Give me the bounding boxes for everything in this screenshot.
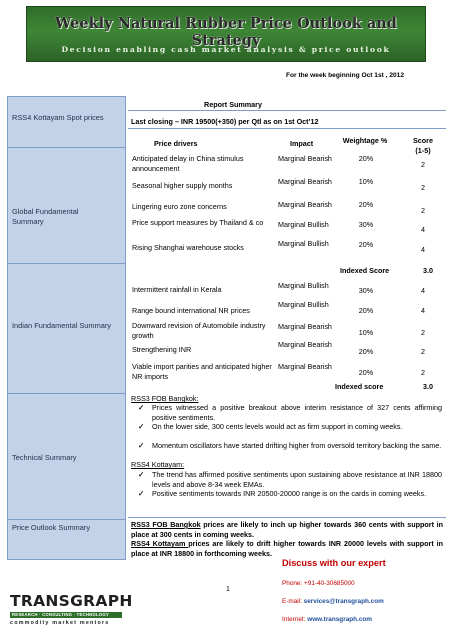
outlook-rss4-text: prices are likely to drift higher towards INR 20000 levels with support in place at INR 18800 in forthcoming weeks. [131,539,443,558]
website-link[interactable]: www.transgraph.com [307,616,372,623]
logo-tagline: commodity market mentors [10,620,110,626]
sidebar-divider [8,519,125,520]
indian-driver: Downward revision of Automobile industry growth [132,321,266,340]
email-label: E-mail: [282,598,304,605]
global-score: 2 [421,206,425,215]
divider [128,517,446,518]
sidebar-caption-outlook: Price Outlook Summary [12,523,91,532]
page-number: 1 [226,586,230,593]
global-impact: Marginal Bearish [278,154,332,163]
indian-weightage: 10% [358,328,374,337]
indian-impact: Marginal Bullish [278,300,329,309]
indian-score: 2 [421,347,425,356]
indian-score: 4 [421,306,425,315]
indian-weightage: 20% [358,347,374,356]
outlook-rss3 [131,520,443,539]
tech-rss3-point: Prices witnessed a positive breakout above interim resistance of 327 cents affirming positive sentiments. [152,403,442,422]
sidebar-divider [8,263,125,264]
phone-value: +91-40-30685000 [304,580,355,587]
col-header-impact: Impact [290,139,314,148]
page-title: Weekly Natural Rubber Price Outlook and Strategy [55,15,397,49]
global-indexed-value: 3.0 [423,266,433,275]
indian-score: 4 [421,286,425,295]
global-weightage: 20% [358,200,374,209]
global-driver: Seasonal higher supply months [132,181,233,190]
global-weightage: 20% [358,240,374,249]
indian-driver: Strengthening INR [132,345,192,354]
global-score: 2 [421,160,425,169]
global-score: 4 [421,245,425,254]
check-icon: ✓ [138,422,145,431]
col-header-drivers: Price drivers [154,139,198,148]
logo-bar-text: RESEARCH · CONSULTING · TECHNOLOGY [12,611,109,617]
indian-weightage: 30% [358,286,374,295]
indian-impact: Marginal Bullish [278,281,329,290]
contact-email [282,598,384,605]
week-of-label: For the week beginning Oct 1st , 2012 [286,72,404,79]
indian-weightage: 20% [358,306,374,315]
section-sidebar [7,96,126,560]
global-impact: Marginal Bearish [278,200,332,209]
indian-score: 2 [421,368,425,377]
check-icon: ✓ [138,489,145,498]
global-driver: Lingering euro zone concerns [132,202,227,211]
internet-label: Internet: [282,616,308,623]
global-weightage: 30% [358,220,374,229]
contact-phone [282,580,355,587]
phone-label: Phone: [282,580,305,587]
indian-score: 2 [421,328,425,337]
indian-impact: Marginal Bearish [278,340,332,349]
contact-internet [282,616,372,623]
indian-indexed-value: 3.0 [423,382,433,391]
tech-rss4-point: Positive sentiments towards INR 20500-20000 range is on the cards in coming weeks. [152,489,427,498]
global-score: 4 [421,225,425,234]
indian-driver: Intermittent rainfall in Kerala [132,285,222,294]
global-indexed-label: Indexed Score [340,266,390,275]
indian-weightage: 20% [358,368,374,377]
sidebar-caption-indian: Indian Fundamental Summary [12,321,112,330]
tech-rss4-label: RSS4 Kottayam: [131,460,185,469]
report-content [128,96,446,560]
divider [128,110,446,111]
outlook-rss3-label: RSS3 FOB Bangkok [131,520,201,529]
global-impact: Marginal Bearish [278,177,332,186]
page-subtitle: Decision enabling cash market analysis & price outlook [61,45,391,54]
global-score: 2 [421,183,425,192]
indian-indexed-label: Indexed score [335,382,384,391]
tech-rss4-point: The trend has affirmed positive sentiments upon sustaining above resistance at INR 18800 levels and above 8-34 week EMAs. [152,470,442,489]
tech-rss3-point: Momentum oscillators have started drifting higher from oversold territory backing the same. [152,441,442,450]
global-driver: Rising Shanghai warehouse stocks [132,243,244,252]
sidebar-caption-global: Global Fundamental Summary [12,207,79,226]
email-link[interactable]: services@transgraph.com [303,598,384,605]
col-header-score: Score (1-5) [413,136,433,155]
col-header-weightage: Weightage % [342,136,388,145]
global-weightage: 10% [358,177,374,186]
sidebar-divider [8,393,125,394]
check-icon: ✓ [138,441,145,450]
global-impact: Marginal Bullish [278,220,329,229]
check-icon: ✓ [138,470,145,479]
global-driver: Price support measures by Thailand & co [132,218,264,227]
sidebar-divider [8,147,125,148]
outlook-rss4 [131,539,443,558]
global-driver: Anticipated delay in China stimulus announcement [132,154,244,173]
tech-rss3-point: On the lower side, 300 cents levels would act as firm support in coming weeks. [152,422,403,431]
outlook-rss4-label: RSS4 Kottayam [131,539,189,548]
sidebar-caption-spot-prices: RSS4 Kottayam Spot prices [12,113,104,122]
indian-driver: Range bound international NR prices [132,306,250,315]
indian-impact: Marginal Bearish [278,322,332,331]
title-banner [26,6,426,62]
logo-wordmark: TRANSGRAPH [10,592,133,610]
outlook-rss3-text: prices are likely to inch up higher towards 360 cents with support in place at 300 cents in coming weeks. [131,520,444,539]
report-heading: Report Summary [204,100,262,109]
tech-rss3-label: RSS3 FOB Bangkok: [131,394,199,403]
check-icon: ✓ [138,403,145,412]
divider [128,128,446,129]
global-impact: Marginal Bullish [278,239,329,248]
indian-driver: Viable import parities and anticipated higher NR imports [132,362,272,381]
discuss-heading: Discuss with our expert [282,558,386,568]
last-closing: Last closing – INR 19500(+350) per Qtl as on 1st Oct’12 [131,117,319,126]
indian-impact: Marginal Bearish [278,362,332,371]
sidebar-caption-technical: Technical Summary [12,453,77,462]
global-weightage: 20% [358,154,374,163]
transgraph-logo [10,586,133,630]
